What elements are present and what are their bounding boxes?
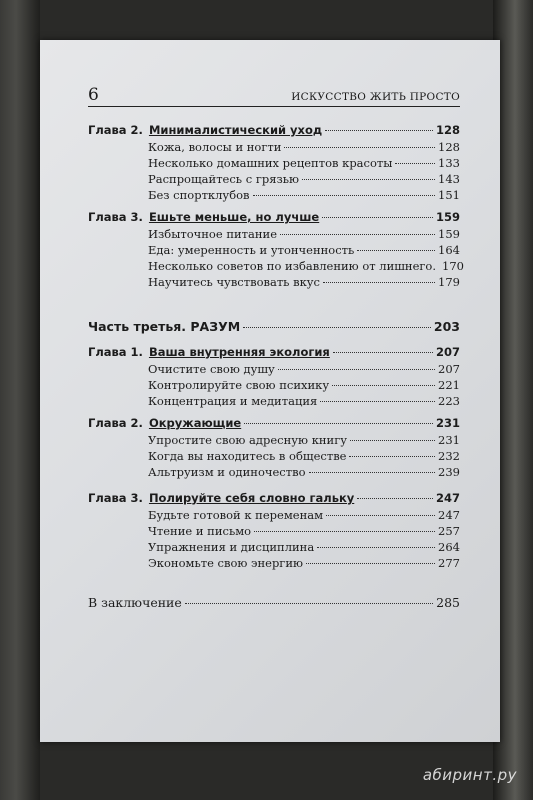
toc-chapter: Глава 2. Минималистический уход 128: [88, 123, 460, 137]
toc-entry: Концентрация и медитация 223: [148, 394, 460, 408]
toc-conclusion: В заключение 285: [88, 595, 460, 610]
toc-entry: Чтение и письмо 257: [148, 524, 460, 538]
toc-entry: Распрощайтесь с грязью 143: [148, 172, 460, 186]
toc-chapter: Глава 1. Ваша внутренняя экология 207: [88, 345, 460, 359]
toc-chapter: Глава 3. Ешьте меньше, но лучше 159: [88, 210, 460, 224]
toc-entry: Очистите свою душу 207: [148, 362, 460, 376]
toc-entry: Упростите свою адресную книгу 231: [148, 433, 460, 447]
toc-entry: Когда вы находитесь в обществе 232: [148, 449, 460, 463]
toc-entry: Избыточное питание 159: [148, 227, 460, 241]
toc-part: Часть третья. РАЗУМ 203: [88, 319, 460, 334]
toc-chapter: Глава 3. Полируйте себя словно гальку 247: [88, 491, 460, 505]
book-page: [40, 40, 500, 742]
background-left: [0, 0, 40, 800]
toc-entry: Упражнения и дисциплина 264: [148, 540, 460, 554]
page-number: 6: [88, 85, 99, 105]
toc-chapter: Глава 2. Окружающие 231: [88, 416, 460, 430]
toc-entry: Несколько домашних рецептов красоты 133: [148, 156, 460, 170]
toc-entry: Контролируйте свою психику 221: [148, 378, 460, 392]
toc-entry: Альтруизм и одиночество 239: [148, 465, 460, 479]
watermark-text: абиринт.ру: [422, 766, 517, 784]
toc-entry: Без спортклубов 151: [148, 188, 460, 202]
running-title: ИСКУССТВО ЖИТЬ ПРОСТО: [291, 91, 460, 103]
table-of-contents: [40, 40, 500, 742]
toc-entry: Еда: умеренность и утонченность 164: [148, 243, 460, 257]
toc-entry: Будьте готовой к переменам 247: [148, 508, 460, 522]
toc-entry: Кожа, волосы и ногти 128: [148, 140, 460, 154]
toc-entry: Несколько советов по избавлению от лишнего. 170: [148, 259, 464, 273]
toc-entry: Научитесь чувствовать вкус 179: [148, 275, 460, 289]
toc-entry: Экономьте свою энергию 277: [148, 556, 460, 570]
